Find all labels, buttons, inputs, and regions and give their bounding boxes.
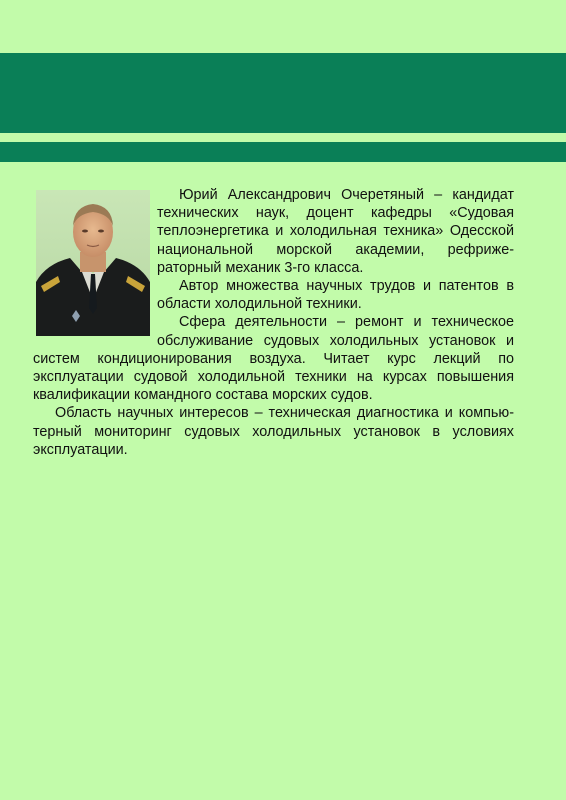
- bio-paragraph-activity: Сфера деятельности – ремонт и техническое обслуживание судовых холодильных установок и систем кондиционирования воздуха. Читает курс лекций по эксплуатации судовой холодильной техники на курсах повышения квалификации командного состава морских судов.: [33, 314, 514, 404]
- author-bio: [33, 186, 514, 459]
- header-band-bottom: [0, 142, 566, 162]
- portrait-spacer: [33, 186, 157, 336]
- header-band-top: [0, 53, 566, 133]
- bio-paragraph-intro: Юрий Александрович Очеретяный – кандидат технических наук, доцент кафедры «Судовая теплоэнергетика и холодильная техника» Одесской национальной морской академии, рефрижераторный механик 3-го класса.: [157, 187, 514, 276]
- bio-paragraph-interests: Область научных интересов – техническая диагностика и компьютерный мониторинг судовых холодильных установок в условиях эксплуатации.: [33, 405, 514, 458]
- bio-paragraph-works: Автор множества научных трудов и патентов в области холодильной техники.: [157, 278, 514, 313]
